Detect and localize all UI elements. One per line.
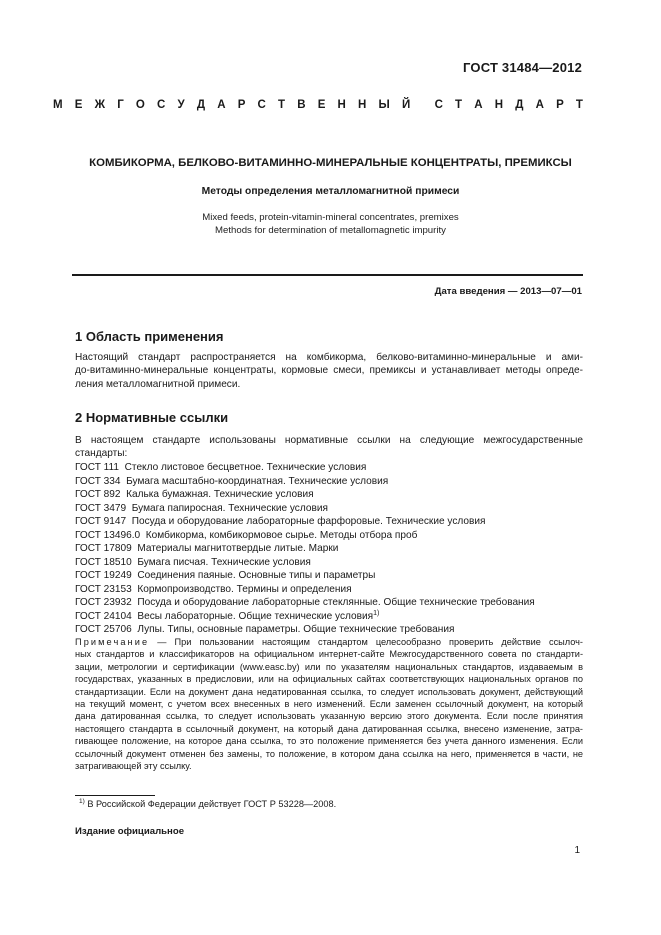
reference-code: ГОСТ 13496.0 <box>75 529 141 541</box>
interstate-letter: Н <box>494 99 504 111</box>
interstate-letter: Д <box>515 99 524 111</box>
note-block <box>75 636 583 772</box>
interstate-letter: Й <box>401 99 411 111</box>
reference-title: Бумага папиросная. Технические условия <box>131 502 328 514</box>
section-2-line: стандарты: <box>75 448 128 460</box>
reference-title: Бумага масштабно-координатная. Технические условия <box>126 475 389 487</box>
reference-item <box>75 583 585 597</box>
reference-item <box>75 542 585 556</box>
reference-title: Посуда и оборудование лабораторные стеклянные. Общие технические требования <box>137 597 535 608</box>
note-line: затрагивающей эту ссылку. <box>75 761 192 772</box>
interstate-letter: Н <box>337 99 346 111</box>
section-1-line: ления металломагнитной примеси. <box>75 378 241 390</box>
reference-title: Калька бумажная. Технические условия <box>126 489 314 500</box>
reference-code: ГОСТ 334 <box>75 475 121 487</box>
interstate-letter: Ы <box>378 99 390 111</box>
reference-title: Бумага писчая. Технические условия <box>137 556 311 568</box>
interstate-letter: Н <box>358 99 367 111</box>
interstate-letter: Т <box>455 99 463 111</box>
section-2-paragraph <box>75 434 583 461</box>
reference-item <box>75 475 585 489</box>
reference-footnote-mark: 1) <box>373 609 380 617</box>
note-line: государствах, указанных в предисловии, или на официальных сайтах соответствующих национальных органов по <box>75 674 583 685</box>
interstate-letter: С <box>257 99 266 111</box>
interstate-letter: М <box>53 99 63 111</box>
reference-code: ГОСТ 3479 <box>75 502 127 514</box>
document-title: КОМБИКОРМА, БЕЛКОВО-ВИТАМИННО-МИНЕРАЛЬНЫЕ КОНЦЕНТРАТЫ, ПРЕМИКСЫ <box>89 157 572 169</box>
note-line: ных стандартов и классификаторов на официальном интернет-сайте Межгосударственного совета по стандарти- <box>75 649 583 660</box>
reference-item <box>75 488 585 502</box>
reference-code: ГОСТ 23932 <box>75 597 132 608</box>
section-1-line: Настоящий стандарт распространяется на комбикорма, белково-витаминно-минеральные и ами- <box>75 352 583 363</box>
english-title-line-2: Methods for determination of metallomagnetic impurity <box>215 225 446 236</box>
note-line: настоящего стандарта в ссылочный документ, на который дана датированная ссылка, внесено изменение, затра- <box>75 723 583 734</box>
official-edition-label: Издание официальное <box>75 826 185 837</box>
english-title <box>0 211 661 237</box>
section-2-line: В настоящем стандарте использованы нормативные ссылки на следующие межгосударственные <box>75 435 583 446</box>
note-first-line <box>75 636 583 648</box>
interstate-letter: Г <box>117 99 124 111</box>
document-subtitle: Методы определения металломагнитной примеси <box>201 186 460 197</box>
section-2-heading: 2 Нормативные ссылки <box>75 410 229 425</box>
interstate-letter: У <box>177 99 185 111</box>
note-line: гивающее положение, на которое дана ссылка, то это положение применяется без учета данного изменения. Если <box>75 736 583 747</box>
document-code: ГОСТ 31484—2012 <box>463 60 582 75</box>
reference-item <box>75 529 585 543</box>
interstate-letter: С <box>434 99 443 111</box>
reference-code: ГОСТ 25706 <box>75 624 132 635</box>
reference-item <box>75 569 585 583</box>
reference-code: ГОСТ 18510 <box>75 556 132 568</box>
footnote-text: В Российской Федерации действует ГОСТ Р 53228—2008. <box>84 799 337 809</box>
section-1-line: до-витаминно-минеральные концентраты, кормовые смеси, премиксы и устанавливает методы опреде- <box>75 365 583 377</box>
reference-item <box>75 461 585 475</box>
reference-title: Лупы. Типы, основные параметры. Общие технические требования <box>137 624 455 635</box>
note-line: зации, метрологии и сертификации (www.easc.by) или по указателям национальных стандартов, издаваемым в <box>75 661 583 672</box>
reference-title: Стекло листовое бесцветное. Технические условия <box>124 462 367 473</box>
reference-code: ГОСТ 17809 <box>75 543 132 554</box>
interstate-letter: Т <box>278 99 286 111</box>
normative-references-list <box>75 461 585 637</box>
footnote-divider <box>75 795 155 796</box>
footnote <box>79 799 336 809</box>
note-line: стандартизации. Если на документ дана недатированная ссылка, то следует использовать документ, действующий <box>75 686 583 697</box>
interstate-letter: Т <box>575 99 583 111</box>
english-title-line-1: Mixed feeds, protein-vitamin-mineral concentrates, premixes <box>202 212 459 223</box>
reference-title: Посуда и оборудование лабораторные фарфоровые. Технические условия <box>131 516 486 527</box>
interstate-letter: А <box>474 99 483 111</box>
note-first-line-text: — При пользовании настоящим стандартом целесообразно проверить действие ссылоч- <box>149 637 583 647</box>
reference-code: ГОСТ 111 <box>75 462 120 473</box>
interstate-letter: Ж <box>94 99 106 111</box>
interstate-letter: Р <box>556 99 564 111</box>
page-number: 1 <box>574 845 580 856</box>
interstate-letter: А <box>217 99 226 111</box>
reference-title: Кормопроизводство. Термины и определения <box>137 583 352 595</box>
note-line: дана датированная ссылка, то следует использовать указанную версию этого документа. Если после принятия <box>75 711 583 722</box>
reference-title: Материалы магнитотвердые литые. Марки <box>137 543 339 554</box>
reference-item <box>75 515 585 529</box>
reference-item <box>75 556 585 570</box>
reference-code: ГОСТ 24104 <box>75 610 132 622</box>
interstate-letter: Е <box>74 99 83 111</box>
reference-item <box>75 610 585 624</box>
reference-title: Комбикорма, комбикормовое сырье. Методы отбора проб <box>145 529 418 541</box>
interstate-letter: С <box>157 99 166 111</box>
introduction-date: Дата введения — 2013—07—01 <box>434 286 582 297</box>
reference-title: Соединения паяные. Основные типы и параметры <box>137 570 376 581</box>
reference-code: ГОСТ 892 <box>75 489 121 500</box>
reference-item <box>75 623 585 637</box>
interstate-letter: Е <box>317 99 326 111</box>
interstate-letter: Д <box>196 99 206 111</box>
interstate-letter: А <box>535 99 544 111</box>
note-label: Примечание <box>75 637 150 647</box>
note-line: ссылочный документ отменен без замены, то положение, в котором дана ссылка на него, применяется в части, не <box>75 748 583 759</box>
section-1-paragraph <box>75 351 583 391</box>
title-divider <box>72 274 583 276</box>
interstate-letter: Р <box>237 99 246 111</box>
interstate-letter: В <box>297 99 306 111</box>
interstate-standard-heading <box>53 99 583 111</box>
reference-code: ГОСТ 19249 <box>75 570 132 581</box>
reference-code: ГОСТ 23153 <box>75 583 132 595</box>
section-1-heading: 1 Область применения <box>75 329 224 344</box>
note-line: на текущий момент, с учетом всех внесенных в него изменений. Если заменен ссылочный документ, на который <box>75 699 583 710</box>
reference-code: ГОСТ 9147 <box>75 516 127 527</box>
reference-item <box>75 502 585 516</box>
footnote-mark: 1) <box>79 798 85 805</box>
reference-title: Весы лабораторные. Общие технические условия <box>137 610 374 622</box>
interstate-letter: О <box>135 99 145 111</box>
reference-item <box>75 596 585 610</box>
